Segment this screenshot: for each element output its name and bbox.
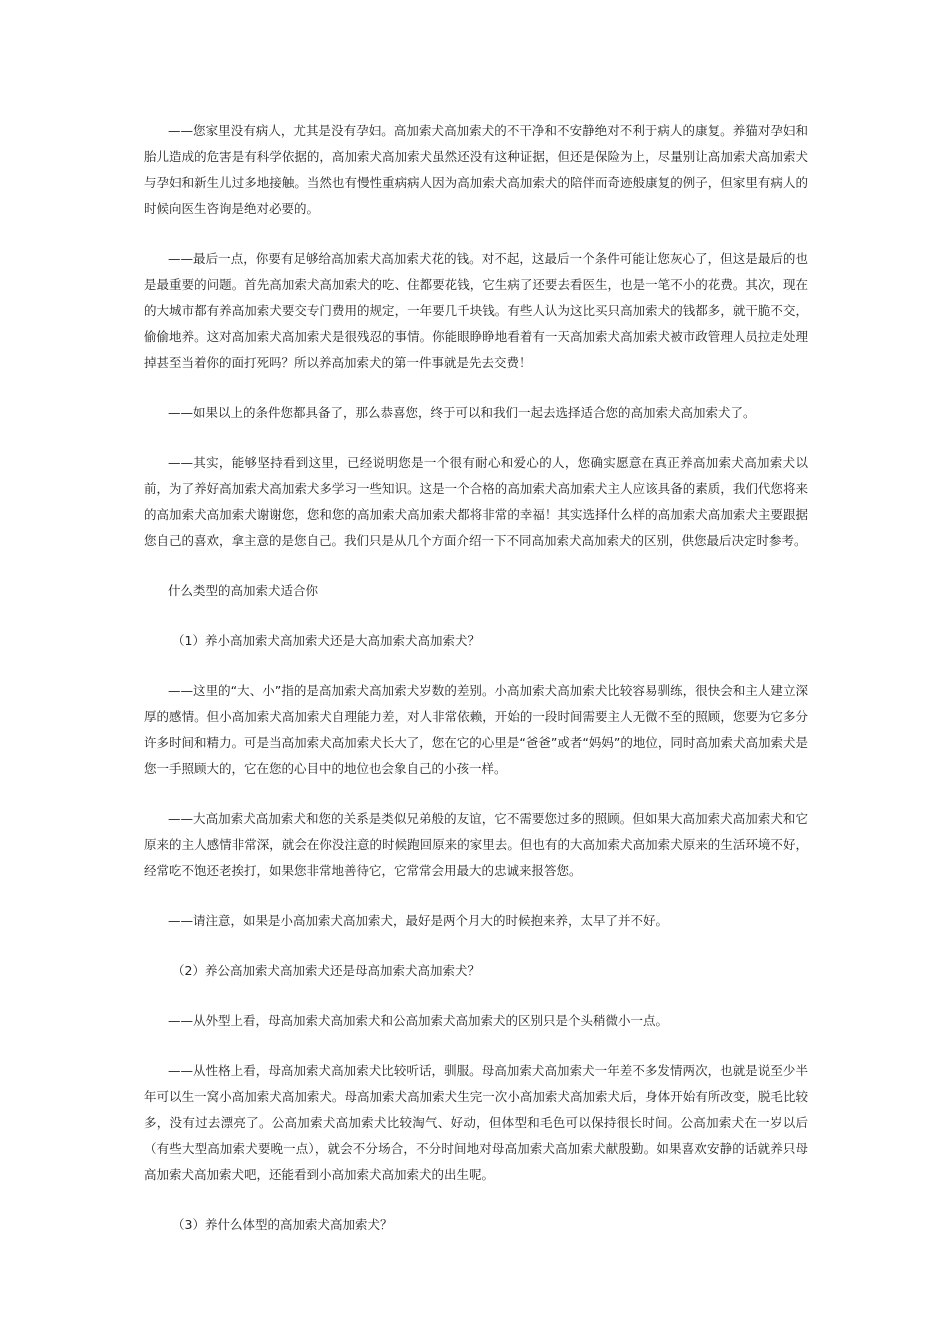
paragraph: ——这里的“大、小”指的是高加索犬高加索犬岁数的差别。小高加索犬高加索犬比较容易驯练，很快会和主人建立深厚的感情。但小高加索犬高加索犬自理能力差，对人非常依赖，开始的一段时间需要主人无微不至的照顾，您要为它多分许多时间和精力。可是当高加索犬高加索犬长大了，您在它的心里是“爸爸”或者“妈妈”的地位，同时高加索犬高加索犬是您一手照顾大的，它在您的心目中的地位也会象自己的小孩一样。: [144, 683, 808, 776]
question-heading-2: （2）养公高加索犬高加索犬还是母高加索犬高加索犬？: [172, 963, 480, 978]
paragraph: ——请注意，如果是小高加索犬高加索犬，最好是两个月大的时候抱来养，太早了并不好。: [168, 913, 669, 928]
paragraph: ——您家里没有病人，尤其是没有孕妇。高加索犬高加索犬的不干净和不安静绝对不利于病人的康复。养猫对孕妇和胎儿造成的危害是有科学依据的，高加索犬高加索犬虽然还没有这种证据，但还是保险为上，尽量别让高加索犬高加索犬与孕妇和新生儿过多地接触。当然也有慢性重病病人因为高加索犬高加索犬的陪伴而奇迹般康复的例子，但家里有病人的时候向医生咨询是绝对必要的。: [144, 123, 808, 216]
document-page: [144, 118, 808, 1238]
question-heading-1: （1）养小高加索犬高加索犬还是大高加索犬高加索犬？: [172, 633, 480, 648]
paragraph: ——其实，能够坚持看到这里，已经说明您是一个很有耐心和爱心的人，您确实愿意在真正养高加索犬高加索犬以前，为了养好高加索犬高加索犬多学习一些知识。这是一个合格的高加索犬高加索犬主人应该具备的素质，我们代您将来的高加索犬高加索犬谢谢您，您和您的高加索犬高加索犬都将非常的幸福！其实选择什么样的高加索犬高加索犬主要跟据您自己的喜欢，拿主意的是您自己。我们只是从几个方面介绍一下不同高加索犬高加索犬的区别，供您最后决定时参考。: [144, 455, 808, 548]
section-title: 什么类型的高加索犬适合你: [168, 583, 319, 598]
paragraph: ——从性格上看，母高加索犬高加索犬比较听话，驯服。母高加索犬高加索犬一年差不多发情两次，也就是说至少半年可以生一窝小高加索犬高加索犬。母高加索犬高加索犬生完一次小高加索犬高加索犬后，身体开始有所改变，脱毛比较多，没有过去漂亮了。公高加索犬高加索犬比较淘气、好动，但体型和毛色可以保持很长时间。公高加索犬在一岁以后（有些大型高加索犬要晚一点），就会不分场合，不分时间地对母高加索犬高加索犬献殷勤。如果喜欢安静的话就养只母高加索犬高加索犬吧，还能看到小高加索犬高加索犬的出生呢。: [144, 1063, 808, 1182]
paragraph: ——大高加索犬高加索犬和您的关系是类似兄弟般的友谊，它不需要您过多的照顾。但如果大高加索犬高加索犬和它原来的主人感情非常深，就会在你没注意的时候跑回原来的家里去。但也有的大高加索犬高加索犬原来的生活环境不好，经常吃不饱还老挨打，如果您非常地善待它，它常常会用最大的忠诚来报答您。: [144, 811, 808, 878]
paragraph: ——如果以上的条件您都具备了，那么恭喜您，终于可以和我们一起去选择适合您的高加索犬高加索犬了。: [168, 405, 756, 420]
question-heading-3: （3）养什么体型的高加索犬高加索犬？: [172, 1217, 393, 1232]
paragraph: ——从外型上看，母高加索犬高加索犬和公高加索犬高加索犬的区别只是个头稍微小一点。: [168, 1013, 669, 1028]
paragraph: ——最后一点，你要有足够给高加索犬高加索犬花的钱。对不起，这最后一个条件可能让您灰心了，但这是最后的也是最重要的问题。首先高加索犬高加索犬的吃、住都要花钱，它生病了还要去看医生，也是一笔不小的花费。其次，现在的大城市都有养高加索犬要交专门费用的规定，一年要几千块钱。有些人认为这比买只高加索犬的钱都多，就干脆不交，偷偷地养。这对高加索犬高加索犬是很残忍的事情。你能眼睁睁地看着有一天高加索犬高加索犬被市政管理人员拉走处理掉甚至当着你的面打死吗？所以养高加索犬的第一件事就是先去交费！: [144, 251, 808, 370]
